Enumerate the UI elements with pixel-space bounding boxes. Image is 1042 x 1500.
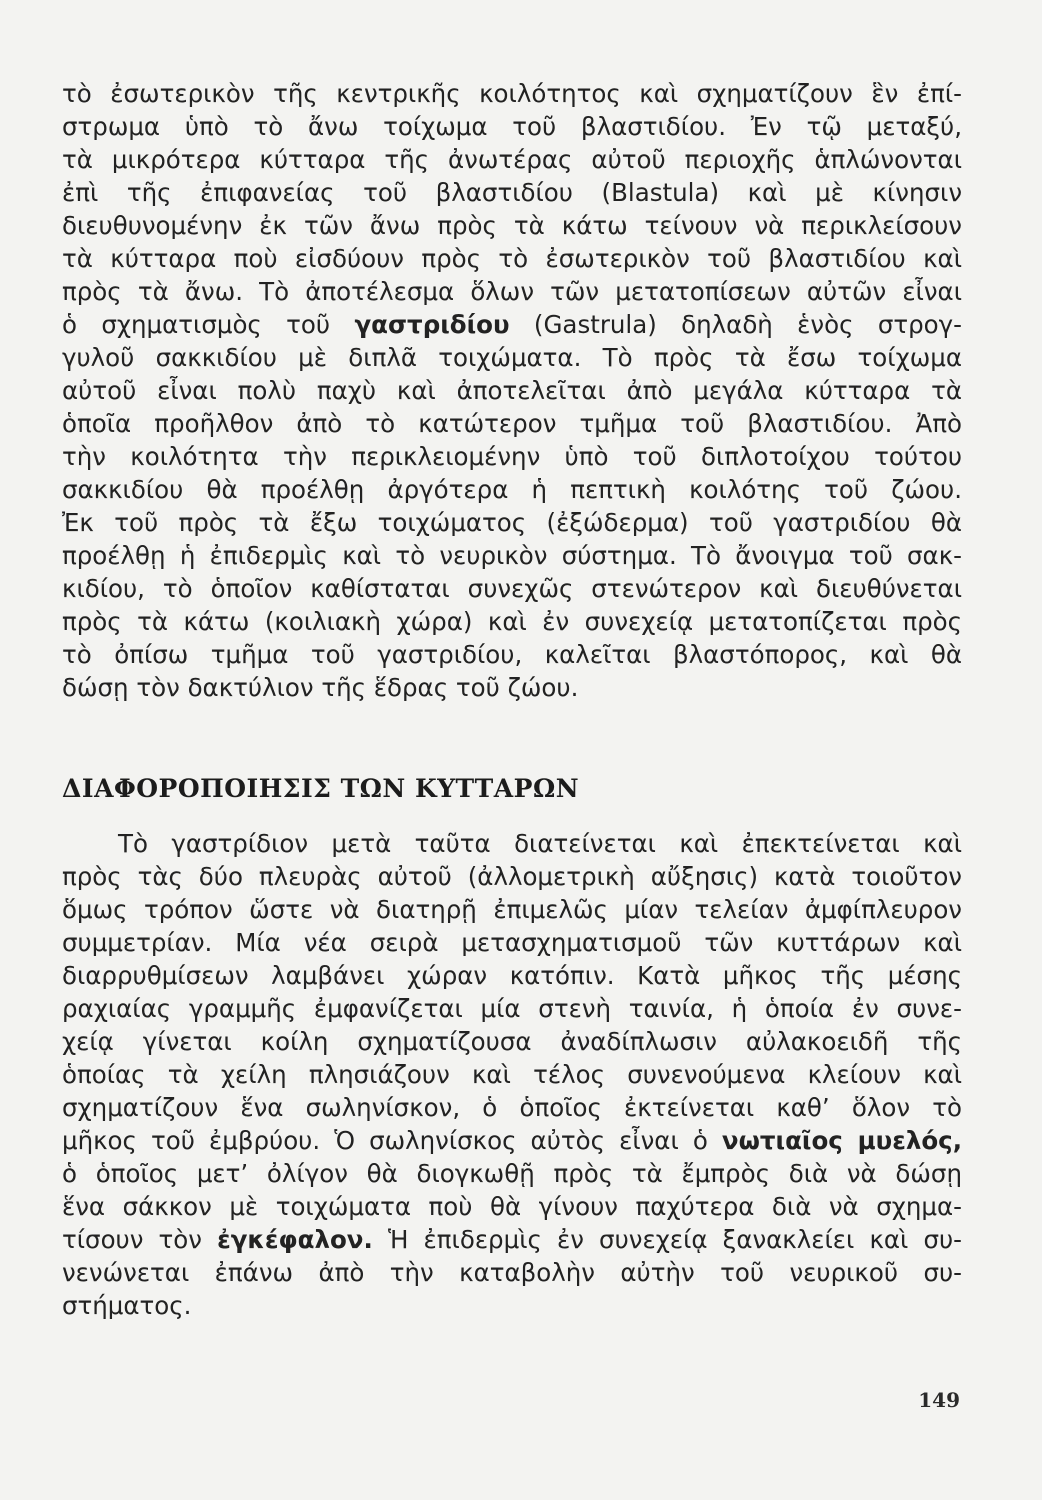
page-number: 149 (918, 1388, 960, 1412)
text-line: δώσῃ τὸν δακτύλιον τῆς ἕδρας τοῦ ζώου. (62, 673, 579, 702)
text-line: τὸ ὀπίσω τμῆμα τοῦ γαστριδίου, καλεῖται βλαστόπορος, καὶ θὰ (62, 640, 962, 669)
text-line (62, 1224, 962, 1256)
text-line: γυλοῦ σακκιδίου μὲ διπλᾶ τοιχώματα. Τὸ πρὸς τὰ ἔσω τοίχωμα (62, 343, 962, 372)
text-run: τίσουν τὸν (62, 1225, 218, 1254)
bold-term: ἐγκέφαλον. (217, 1225, 373, 1254)
text-line: Τὸ γαστρίδιον μετὰ ταῦτα διατείνεται καὶ ἐπεκτείνεται καὶ (118, 829, 962, 858)
text-line (62, 309, 962, 341)
text-run: ὁ σχηματισμὸς τοῦ (62, 310, 355, 339)
text-line: σχηματίζουν ἕνα σωληνίσκον, ὁ ὁποῖος ἐκτείνεται καθ’ ὅλον τὸ (62, 1093, 962, 1122)
text-line: ἕνα σάκκον μὲ τοιχώματα ποὺ θὰ γίνουν παχύτερα διὰ νὰ σχημα- (62, 1192, 962, 1221)
text-line: νενώνεται ἐπάνω ἀπὸ τὴν καταβολὴν αὐτὴν τοῦ νευρικοῦ συ- (62, 1258, 962, 1287)
text-line: σακκιδίου θὰ προέλθῃ ἀργότερα ἡ πεπτικὴ κοιλότης τοῦ ζώου. (62, 475, 962, 504)
text-line: ὅμως τρόπον ὥστε νὰ διατηρῇ ἐπιμελῶς μίαν τελείαν ἀμφίπλευρον (62, 895, 962, 924)
text-line: πρὸς τὰ κάτω (κοιλιακὴ χώρα) καὶ ἐν συνεχείᾳ μετατοπίζεται πρὸς (62, 607, 962, 636)
text-line: διευθυνομένην ἐκ τῶν ἄνω πρὸς τὰ κάτω τείνουν νὰ περικλείσουν (62, 211, 962, 240)
text-line: πρὸς τὰ ἄνω. Τὸ ἀποτέλεσμα ὅλων τῶν μετατοπίσεων αὐτῶν εἶναι (62, 277, 962, 306)
text-line: στήματος. (62, 1291, 192, 1320)
text-line: ὁ ὁποῖος μετ’ ὀλίγον θὰ διογκωθῇ πρὸς τὰ ἔμπρὸς διὰ νὰ δώσῃ (62, 1159, 962, 1188)
text-line: χείᾳ γίνεται κοίλη σχηματίζουσα ἀναδίπλωσιν αὐλακοειδῆ τῆς (62, 1027, 962, 1056)
text-line: συμμετρίαν. Μία νέα σειρὰ μετασχηματισμοῦ τῶν κυττάρων καὶ (62, 928, 962, 957)
text-line: κιδίου, τὸ ὁποῖον καθίσταται συνεχῶς στενώτερον καὶ διευθύνεται (62, 574, 962, 603)
text-line: στρωμα ὑπὸ τὸ ἄνω τοίχωμα τοῦ βλαστιδίου. Ἐν τῷ μεταξύ, (62, 112, 962, 141)
text-line: προέλθῃ ἡ ἐπιδερμὶς καὶ τὸ νευρικὸν σύστημα. Τὸ ἄνοιγμα τοῦ σακ- (62, 541, 962, 570)
text-line: διαρρυθμίσεων λαμβάνει χώραν κατόπιν. Κατὰ μῆκος τῆς μέσης (62, 961, 962, 990)
text-line: τὰ μικρότερα κύτταρα τῆς ἀνωτέρας αὐτοῦ περιοχῆς ἁπλώνονται (62, 145, 962, 174)
text-line: τὸ ἐσωτερικὸν τῆς κεντρικῆς κοιλότητος καὶ σχηματίζουν ἓν ἐπί- (62, 79, 962, 108)
bold-term: γαστριδίου (354, 310, 510, 339)
text-line: ραχιαίας γραμμῆς ἐμφανίζεται μία στενὴ ταινία, ἡ ὁποία ἐν συνε- (62, 994, 962, 1023)
text-line: ὁποίας τὰ χείλη πλησιάζουν καὶ τέλος συνενούμενα κλείουν καὶ (62, 1060, 962, 1089)
text-line: τὰ κύτταρα ποὺ εἰσδύουν πρὸς τὸ ἐσωτερικὸν τοῦ βλαστιδίου καὶ (62, 244, 962, 273)
bold-term: νωτιαῖος μυελός, (721, 1126, 963, 1155)
text-run: Ἡ ἐπιδερμὶς ἐν συνεχείᾳ ξανακλείει καὶ συ- (372, 1225, 962, 1254)
text-line: ἐπὶ τῆς ἐπιφανείας τοῦ βλαστιδίου (Blastula) καὶ μὲ κίνησιν (62, 178, 962, 207)
text-run: μῆκος τοῦ ἐμβρύου. Ὁ σωληνίσκος αὐτὸς εἶναι ὁ (62, 1126, 722, 1155)
section-heading: ΔΙΑΦΟΡΟΠΟΙΗΣΙΣ ΤΩΝ ΚΥΤΤΑΡΩΝ (62, 774, 580, 803)
text-line: Ἐκ τοῦ πρὸς τὰ ἔξω τοιχώματος (ἐξώδερμα) τοῦ γαστριδίου θὰ (62, 508, 962, 537)
text-run: (Gastrula) δηλαδὴ ἑνὸς στρογ- (509, 310, 962, 339)
text-line (62, 1125, 962, 1157)
text-line: τὴν κοιλότητα τὴν περικλειομένην ὑπὸ τοῦ διπλοτοίχου τούτου (62, 442, 962, 471)
text-line: ὁποῖα προῆλθον ἀπὸ τὸ κατώτερον τμῆμα τοῦ βλαστιδίου. Ἀπὸ (62, 409, 962, 438)
text-line: αὐτοῦ εἶναι πολὺ παχὺ καὶ ἀποτελεῖται ἀπὸ μεγάλα κύτταρα τὰ (62, 376, 962, 405)
text-line: πρὸς τὰς δύο πλευρὰς αὐτοῦ (ἀλλομετρικὴ αὔξησις) κατὰ τοιοῦτον (62, 862, 962, 891)
